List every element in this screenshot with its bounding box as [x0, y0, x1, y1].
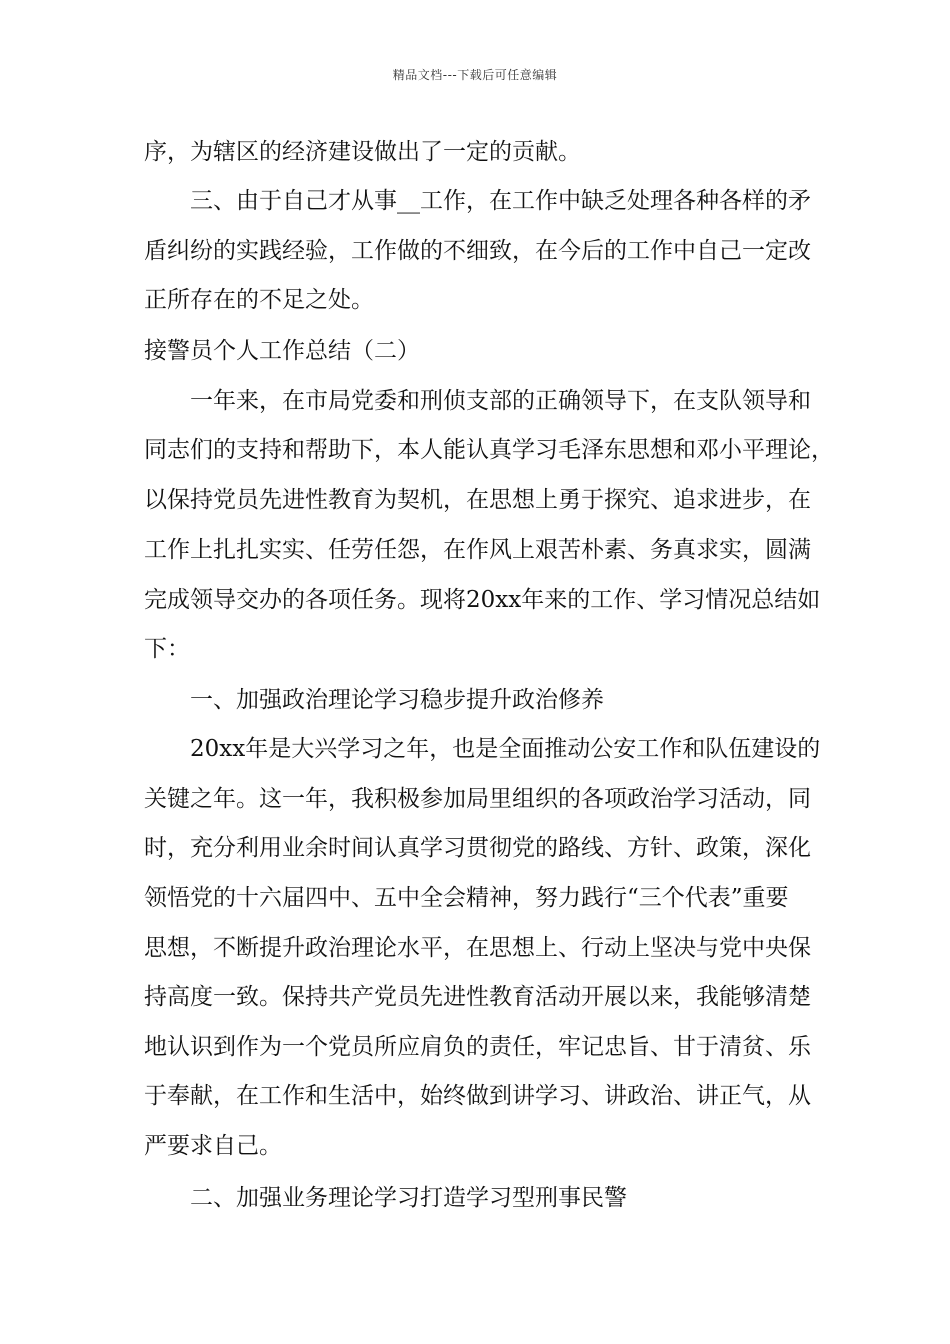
text-line: 工作上扎扎实实、任劳任怨，在作风上艰苦朴素、务真求实，圆满 — [144, 537, 811, 563]
text-line: 盾纠纷的实践经验，工作做的不细致，在今后的工作中自己一定改 — [144, 238, 811, 264]
text-line: 一年来，在市局党委和刑侦支部的正确领导下，在支队领导和 — [190, 388, 811, 414]
text-line: 同志们的支持和帮助下，本人能认真学习毛泽东思想和邓小平理论， — [144, 437, 834, 463]
section-title: 接警员个人工作总结（二） — [144, 338, 420, 364]
text-line: 20xx年是大兴学习之年，也是全面推动公安工作和队伍建设的 — [190, 736, 821, 762]
text-line: 于奉献，在工作和生活中，始终做到讲学习、讲政治、讲正气，从 — [144, 1083, 811, 1109]
text-line: 完成领导交办的各项任务。现将20xx年来的工作、学习情况总结如 — [144, 587, 821, 613]
text-line: 领悟党的十六届四中、五中全会精神，努力践行“三个代表”重要 — [144, 885, 789, 911]
subsection-heading: 一、加强政治理论学习稳步提升政治修养 — [190, 687, 604, 713]
text-line: 三、由于自己才从事__工作，在工作中缺乏处理各种各样的矛 — [190, 188, 811, 214]
text-line: 序，为辖区的经济建设做出了一定的贡献。 — [144, 139, 581, 165]
text-line: 下： — [144, 636, 190, 662]
text-line: 关键之年。这一年，我积极参加局里组织的各项政治学习活动，同 — [144, 786, 811, 812]
text-line: 地认识到作为一个党员所应肩负的责任，牢记忠旨、甘于清贫、乐 — [144, 1034, 811, 1060]
text-line: 持高度一致。保持共产党员先进性教育活动开展以来，我能够清楚 — [144, 984, 811, 1010]
page-header: 精品文档---下载后可任意编辑 — [392, 68, 558, 82]
text-line: 以保持党员先进性教育为契机，在思想上勇于探究、追求进步，在 — [144, 487, 811, 513]
text-line: 思想，不断提升政治理论水平，在思想上、行动上坚决与党中央保 — [144, 935, 811, 961]
text-line: 正所存在的不足之处。 — [144, 287, 374, 313]
text-line: 严要求自己。 — [144, 1133, 282, 1159]
text-line: 时，充分利用业余时间认真学习贯彻党的路线、方针、政策，深化 — [144, 835, 811, 861]
subsection-heading: 二、加强业务理论学习打造学习型刑事民警 — [190, 1185, 627, 1211]
